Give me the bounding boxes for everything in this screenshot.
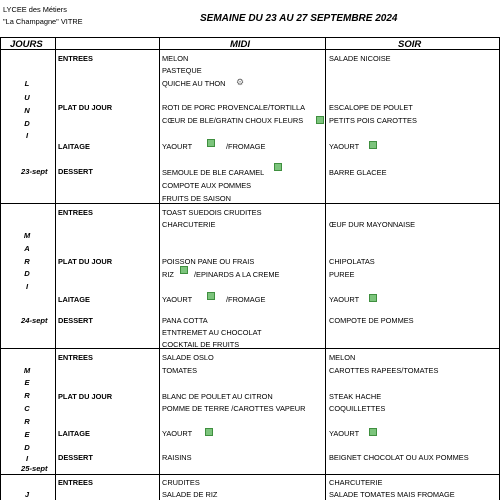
category-entrees: ENTREES (58, 353, 93, 362)
column-border (55, 38, 56, 500)
menu-item: CHARCUTERIE (162, 220, 216, 229)
day-letter: J (24, 490, 30, 499)
menu-item: PANA COTTA (162, 316, 208, 325)
menu-item: RIZ (162, 270, 174, 279)
day-letter: I (25, 131, 29, 140)
day-letter: R (24, 257, 30, 266)
green-leaf-icon (369, 428, 377, 436)
category-dessert: DESSERT (58, 316, 93, 325)
category-laitage: LAITAGE (58, 429, 90, 438)
menu-item: YAOURT (162, 142, 193, 151)
menu-item: COMPOTE AUX POMMES (162, 181, 252, 190)
green-leaf-icon (205, 428, 213, 436)
green-leaf-icon (316, 116, 324, 124)
category-plat: PLAT DU JOUR (58, 392, 113, 401)
school-subtitle: "La Champagne" VITRE (3, 17, 83, 26)
school-name: LYCEE des Métiers (3, 5, 67, 14)
table-top-border (0, 37, 500, 38)
day-letter: U (24, 93, 30, 102)
day-letter: R (24, 391, 30, 400)
day-letter: M (23, 231, 31, 240)
day-letter: E (24, 378, 30, 387)
category-entrees: ENTREES (58, 478, 93, 487)
menu-item: ESCALOPE DE POULET (329, 103, 413, 112)
day-letter: E (24, 430, 30, 439)
column-border (0, 38, 1, 500)
menu-item: YAOURT (329, 295, 360, 304)
menu-item: YAOURT (329, 429, 360, 438)
menu-item: RAISINS (162, 453, 192, 462)
menu-item: SALADE DE RIZ (162, 490, 218, 499)
menu-item: SALADE OSLO (162, 353, 214, 362)
menu-item: ETNTREMET AU CHOCOLAT (162, 328, 262, 337)
menu-item: ŒUF DUR MAYONNAISE (329, 220, 416, 229)
menu-item: CAROTTES RAPEES/TOMATES (329, 366, 439, 375)
gear-icon: ⚙ (236, 77, 245, 87)
menu-item: PETITS POIS CAROTTES (329, 116, 417, 125)
day-letter: R (24, 417, 30, 426)
menu-item: /EPINARDS A LA CREME (194, 270, 280, 279)
menu-item: COMPOTE DE POMMES (329, 316, 414, 325)
day-letter: D (24, 443, 30, 452)
day-separator (0, 474, 500, 475)
menu-item: SALADE TOMATES MAIS FROMAGE (329, 490, 455, 499)
category-entrees: ENTREES (58, 54, 93, 63)
menu-item: BLANC DE POULET AU CITRON (162, 392, 273, 401)
menu-item: POMME DE TERRE /CAROTTES VAPEUR (162, 404, 306, 413)
menu-item: BARRE GLACEE (329, 168, 387, 177)
category-laitage: LAITAGE (58, 142, 90, 151)
green-leaf-icon (180, 266, 188, 274)
green-leaf-icon (207, 139, 215, 147)
day-date: 24-sept (21, 316, 48, 325)
green-leaf-icon (274, 163, 282, 171)
menu-item: BEIGNET CHOCOLAT OU AUX POMMES (329, 453, 469, 462)
week-title: SEMAINE DU 23 AU 27 SEPTEMBRE 2024 (200, 13, 398, 24)
menu-item: ROTI DE PORC PROVENCALE/TORTILLA (162, 103, 306, 112)
day-letter: L (24, 79, 30, 88)
green-leaf-icon (207, 292, 215, 300)
menu-item: STEAK HACHE (329, 392, 382, 401)
menu-item: COQUILLETTES (329, 404, 386, 413)
day-letter: I (25, 454, 29, 463)
category-plat: PLAT DU JOUR (58, 257, 113, 266)
category-dessert: DESSERT (58, 167, 93, 176)
day-letter: N (24, 106, 30, 115)
menu-item: CHARCUTERIE (329, 478, 383, 487)
day-letter: C (24, 404, 30, 413)
category-plat: PLAT DU JOUR (58, 103, 113, 112)
column-header-jours: JOURS (10, 39, 43, 50)
menu-item: MELON (329, 353, 356, 362)
day-letter: D (24, 119, 30, 128)
menu-item: YAOURT (329, 142, 360, 151)
day-letter: I (25, 282, 29, 291)
menu-item: SALADE NICOISE (329, 54, 391, 63)
menu-item: CRUDITES (162, 478, 200, 487)
day-date: 25-sept (21, 464, 48, 473)
category-laitage: LAITAGE (58, 295, 90, 304)
menu-item: TOMATES (162, 366, 198, 375)
column-header-midi: MIDI (230, 39, 251, 50)
menu-item: TOAST SUEDOIS CRUDITES (162, 208, 262, 217)
green-leaf-icon (369, 141, 377, 149)
menu-item: PASTEQUE (162, 66, 202, 75)
menu-item: YAOURT (162, 295, 193, 304)
menu-item: COCKTAIL DE FRUITS (162, 340, 240, 349)
green-leaf-icon (369, 294, 377, 302)
menu-item: MELON (162, 54, 189, 63)
menu-item: /FROMAGE (226, 142, 266, 151)
day-separator (0, 203, 500, 204)
menu-item: YAOURT (162, 429, 193, 438)
column-border (325, 38, 326, 500)
menu-item: PUREE (329, 270, 355, 279)
day-date: 23-sept (21, 167, 48, 176)
day-separator (0, 348, 500, 349)
menu-item: QUICHE AU THON (162, 79, 226, 88)
column-border (159, 38, 160, 500)
menu-item: FRUITS DE SAISON (162, 194, 231, 203)
menu-item: SEMOULE DE BLE CARAMEL (162, 168, 265, 177)
category-dessert: DESSERT (58, 453, 93, 462)
menu-item: CŒUR DE BLE/GRATIN CHOUX FLEURS (162, 116, 304, 125)
day-letter: A (24, 244, 30, 253)
column-header-soir: SOIR (398, 39, 422, 50)
category-entrees: ENTREES (58, 208, 93, 217)
menu-item: CHIPOLATAS (329, 257, 375, 266)
day-letter: D (24, 269, 30, 278)
menu-item: POISSON PANE OU FRAIS (162, 257, 255, 266)
menu-item: /FROMAGE (226, 295, 266, 304)
day-letter: M (23, 366, 31, 375)
